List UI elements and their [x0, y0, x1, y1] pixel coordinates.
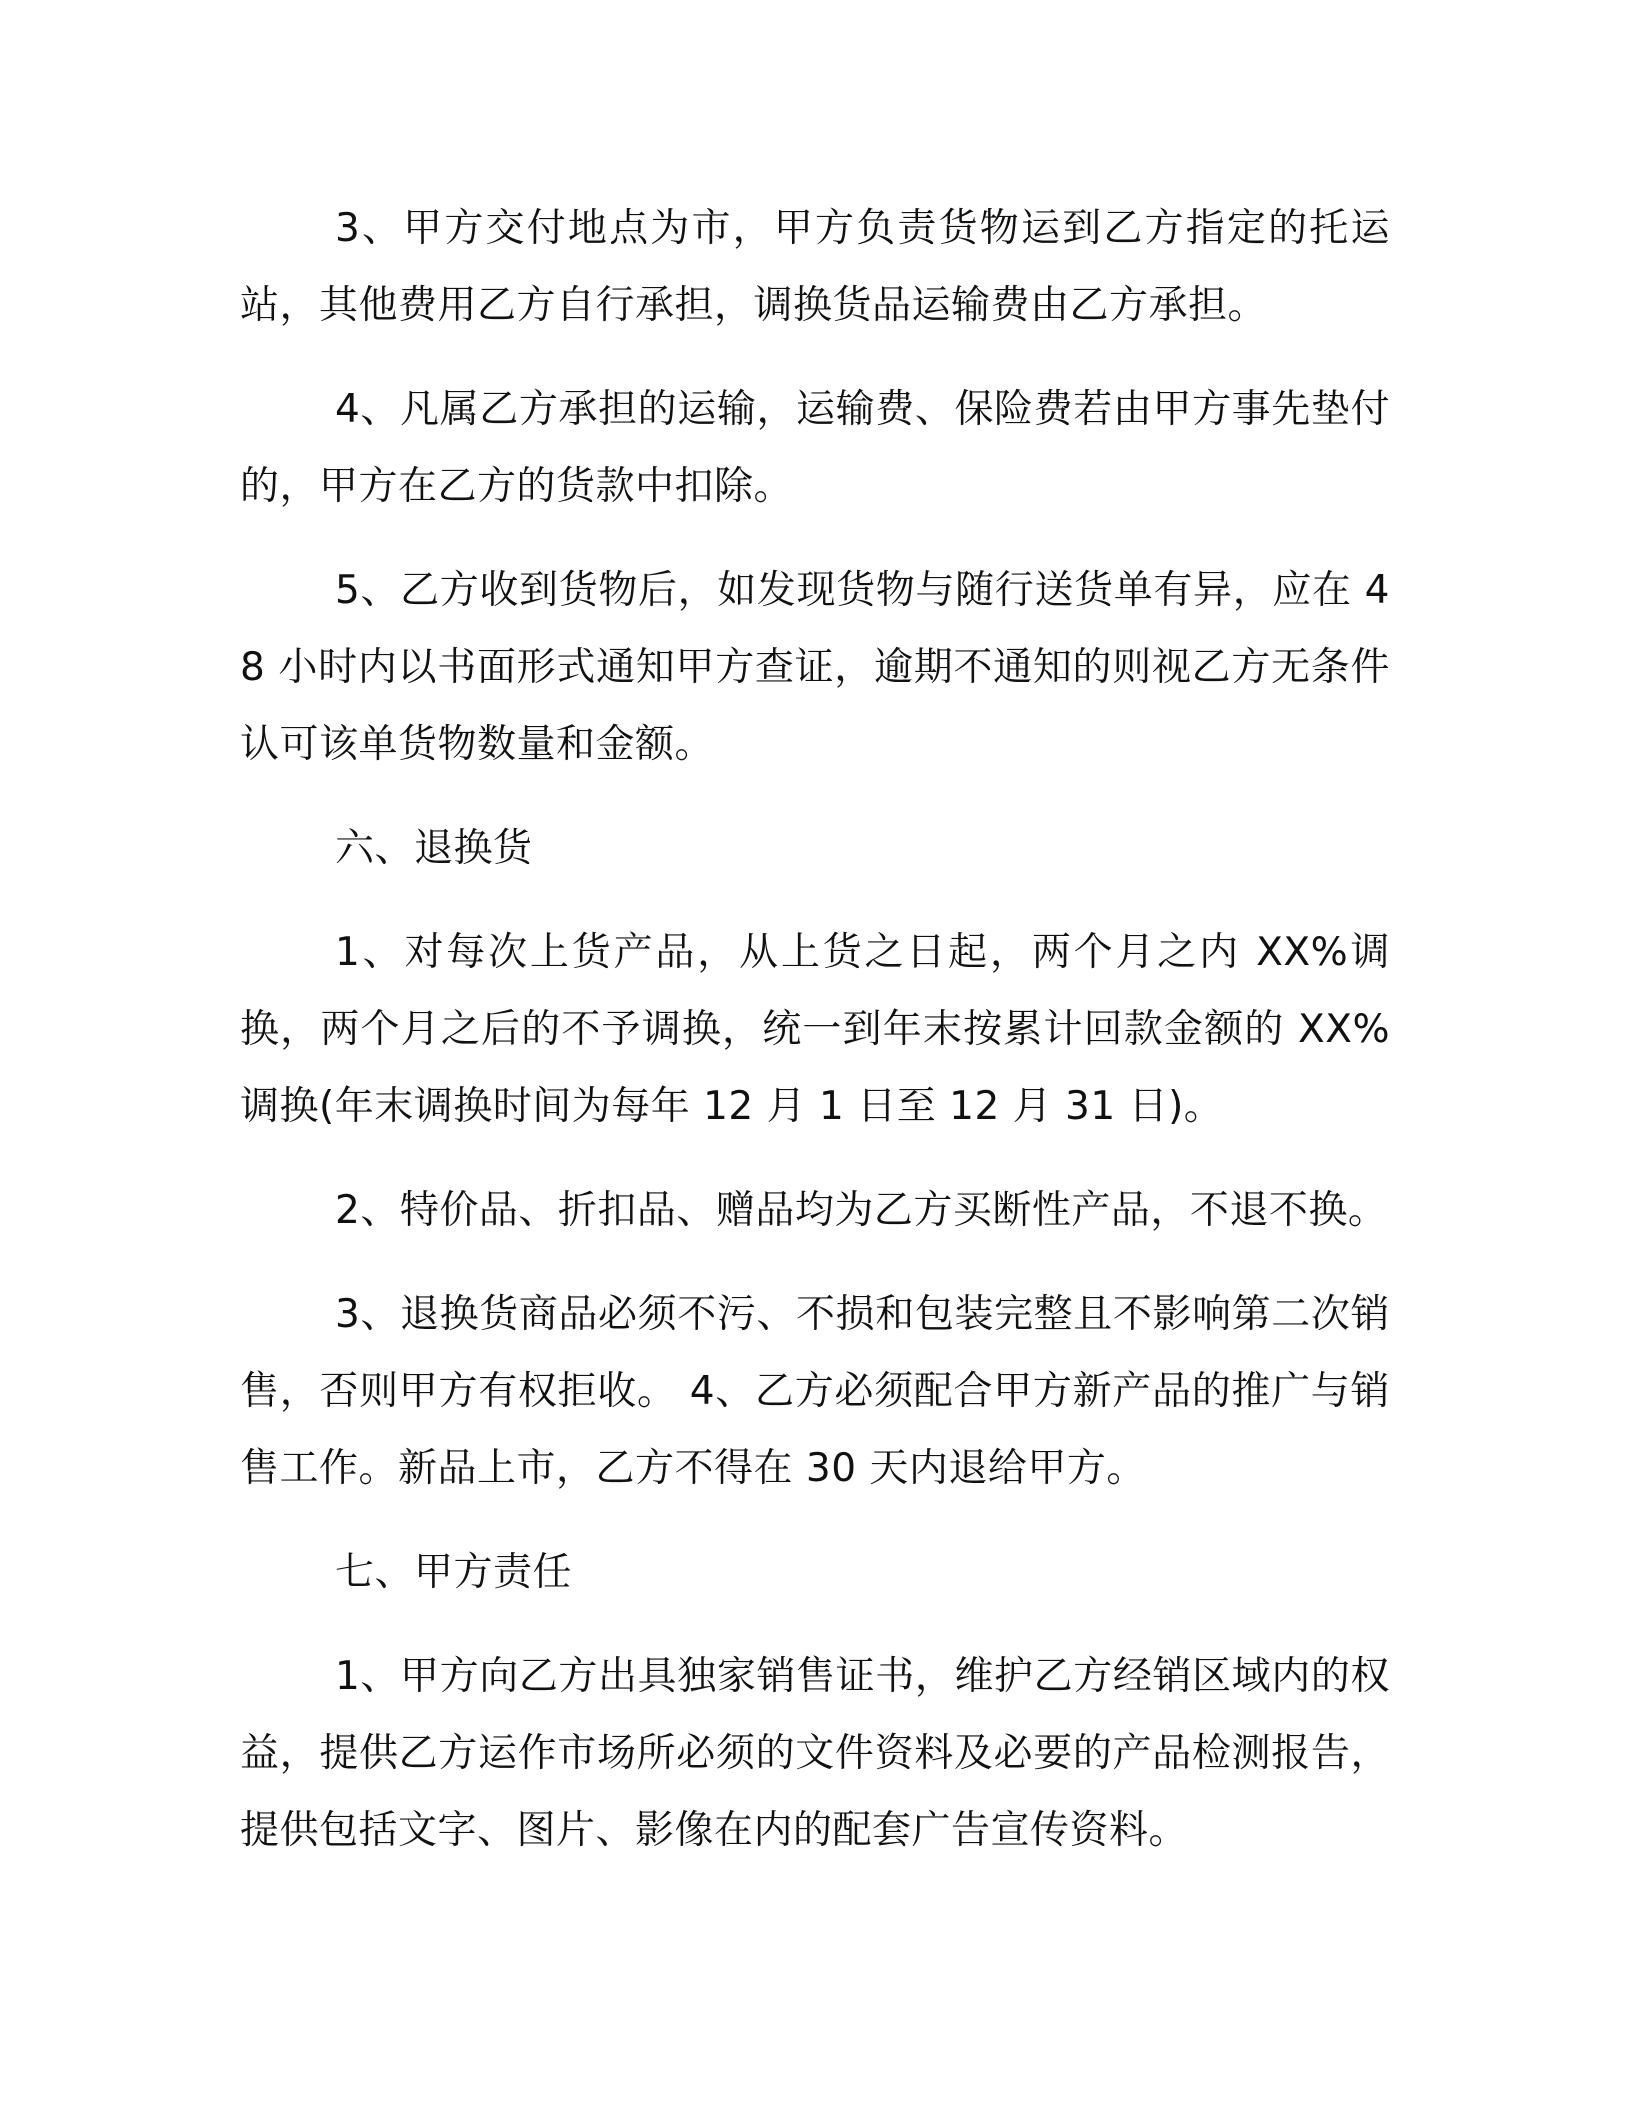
section-heading-6: 六、退换货 — [335, 826, 533, 871]
clause-7-1: 1、甲方向乙方出具独家销售证书，维护乙方经销区域内的权益，提供乙方运作市场所必须的文件资料及必要的产品检测报告，提供包括文字、图片、影像在内的配套广告宣传资料。 — [240, 1654, 1390, 1853]
section-heading-7: 七、甲方责任 — [335, 1550, 573, 1595]
clause-5-4: 4、凡属乙方承担的运输，运输费、保险费若由甲方事先垫付的，甲方在乙方的货款中扣除。 — [240, 387, 1390, 509]
clause-5-5: 5、乙方收到货物后，如发现货物与随行送货单有异，应在 48 小时内以书面形式通知甲方查证，逾期不通知的则视乙方无条件认可该单货物数量和金额。 — [240, 568, 1390, 767]
clause-6-2: 2、特价品、折扣品、赠品均为乙方买断性产品，不退不换。 — [335, 1188, 1388, 1233]
document-body — [240, 190, 1390, 1896]
clause-6-1: 1、对每次上货产品，从上货之日起，两个月之内 XX%调换，两个月之后的不予调换，统一到年末按累计回款金额的 XX%调换(年末调换时间为每年 12 月 1 日至 12 月 31 日)。 — [240, 930, 1390, 1129]
clause-6-3: 3、退换货商品必须不污、不损和包装完整且不影响第二次销售，否则甲方有权拒收。 4、乙方必须配合甲方新产品的推广与销售工作。新品上市，乙方不得在 30 天内退给甲方。 — [240, 1292, 1390, 1491]
clause-5-3: 3、甲方交付地点为市，甲方负责货物运到乙方指定的托运站，其他费用乙方自行承担，调换货品运输费由乙方承担。 — [240, 206, 1390, 328]
